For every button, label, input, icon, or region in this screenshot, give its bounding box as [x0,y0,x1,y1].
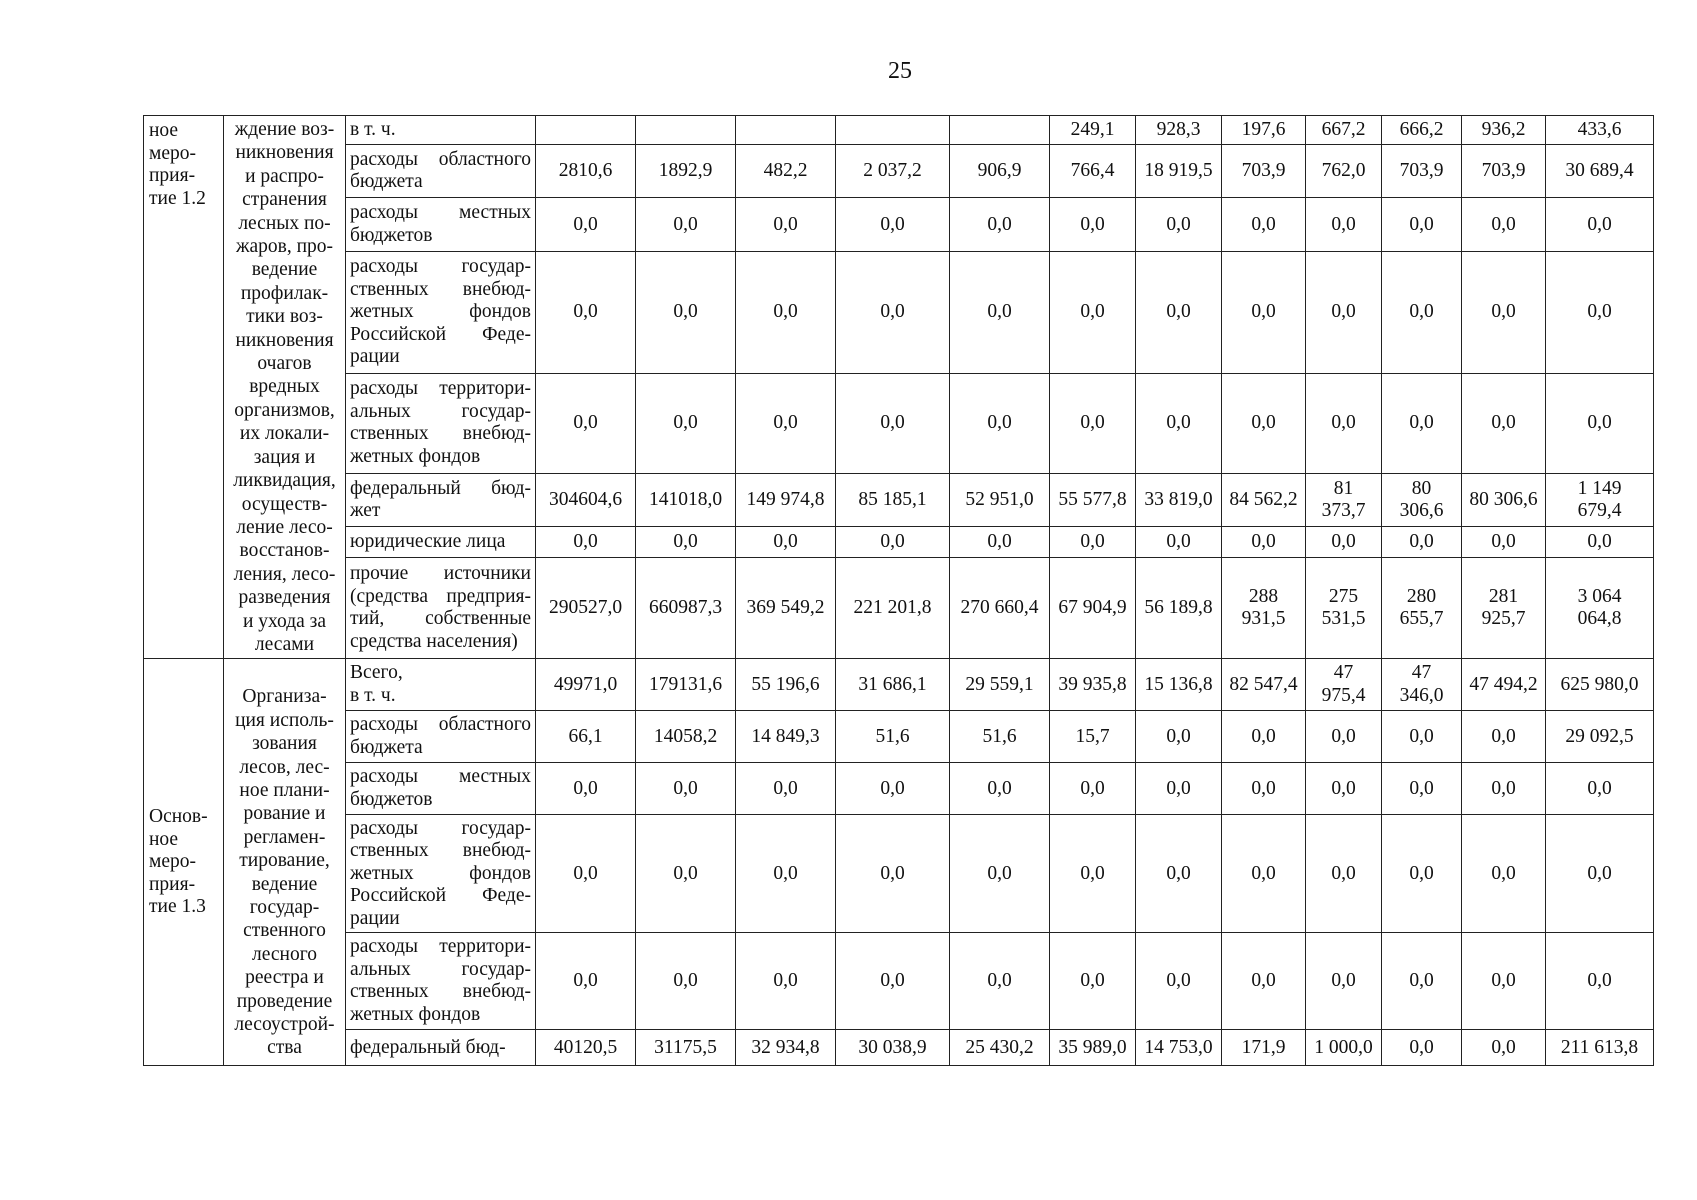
value-cell: 0,0 [950,527,1050,558]
value-cell: 25 430,2 [950,1030,1050,1066]
block1-event-label: ное меро- прия- тие 1.2 [144,116,224,659]
funding-source: федеральный бюд- [346,1030,536,1066]
block1-row [144,527,1654,558]
value-cell: 660987,3 [636,558,736,659]
value-cell: 1892,9 [636,144,736,198]
block1-row [144,252,1654,374]
value-cell: 0,0 [1462,933,1546,1030]
value-cell: 625 980,0 [1546,659,1654,711]
value-cell: 290527,0 [536,558,636,659]
value-cell: 0,0 [736,252,836,374]
block1-row [144,373,1654,473]
funding-source: прочие источники (средства предприя-тий, собственные средства населения) [346,558,536,659]
value-cell: 15 136,8 [1136,659,1222,711]
value-cell: 14 753,0 [1136,1030,1222,1066]
block1-row [144,473,1654,527]
value-cell: 56 189,8 [1136,558,1222,659]
funding-source: Всего, в т. ч. [346,659,536,711]
value-cell: 0,0 [1462,815,1546,933]
value-cell: 281 925,7 [1462,558,1546,659]
value-cell: 0,0 [536,373,636,473]
value-cell: 80 306,6 [1382,473,1462,527]
value-cell: 275 531,5 [1306,558,1382,659]
value-cell: 433,6 [1546,116,1654,145]
funding-source: расходы территори-альных государ-ственных внебюд-жетных фондов [346,933,536,1030]
value-cell: 0,0 [636,815,736,933]
value-cell: 221 201,8 [836,558,950,659]
value-cell: 51,6 [836,711,950,763]
value-cell: 0,0 [1462,1030,1546,1066]
block1-row [144,144,1654,198]
value-cell: 667,2 [1306,116,1382,145]
value-cell: 0,0 [950,252,1050,374]
funding-source: в т. ч. [346,116,536,145]
block1-row [144,558,1654,659]
value-cell: 0,0 [1462,252,1546,374]
value-cell: 0,0 [1382,933,1462,1030]
value-cell: 0,0 [1306,198,1382,252]
value-cell: 0,0 [1382,373,1462,473]
value-cell: 14 849,3 [736,711,836,763]
value-cell: 0,0 [1136,198,1222,252]
value-cell: 0,0 [1050,373,1136,473]
value-cell: 2 037,2 [836,144,950,198]
value-cell: 0,0 [1382,763,1462,815]
value-cell: 39 935,8 [1050,659,1136,711]
value-cell: 0,0 [836,373,950,473]
funding-source: федеральный бюд-жет [346,473,536,527]
value-cell: 55 577,8 [1050,473,1136,527]
value-cell: 0,0 [1222,252,1306,374]
value-cell: 0,0 [1222,373,1306,473]
value-cell: 0,0 [1050,252,1136,374]
value-cell: 0,0 [1136,815,1222,933]
value-cell: 141018,0 [636,473,736,527]
value-cell: 280 655,7 [1382,558,1462,659]
value-cell: 0,0 [1222,815,1306,933]
value-cell: 0,0 [1462,527,1546,558]
value-cell: 1 149 679,4 [1546,473,1654,527]
value-cell: 0,0 [536,815,636,933]
value-cell: 249,1 [1050,116,1136,145]
value-cell: 49971,0 [536,659,636,711]
value-cell: 0,0 [1136,763,1222,815]
value-cell: 30 038,9 [836,1030,950,1066]
value-cell: 666,2 [1382,116,1462,145]
value-cell: 0,0 [536,763,636,815]
value-cell: 0,0 [1306,815,1382,933]
value-cell: 0,0 [1546,763,1654,815]
value-cell: 0,0 [1462,711,1546,763]
value-cell: 1 000,0 [1306,1030,1382,1066]
value-cell: 51,6 [950,711,1050,763]
value-cell: 0,0 [1136,252,1222,374]
value-cell: 0,0 [836,763,950,815]
value-cell: 85 185,1 [836,473,950,527]
value-cell: 47 346,0 [1382,659,1462,711]
value-cell: 0,0 [1382,252,1462,374]
value-cell: 47 494,2 [1462,659,1546,711]
funding-source: расходы местных бюджетов [346,198,536,252]
value-cell [950,116,1050,145]
value-cell: 0,0 [636,933,736,1030]
value-cell: 0,0 [736,373,836,473]
value-cell: 0,0 [736,933,836,1030]
value-cell: 0,0 [1546,933,1654,1030]
block2-row [144,659,1654,711]
value-cell: 0,0 [836,815,950,933]
value-cell: 0,0 [1222,763,1306,815]
value-cell: 3 064 064,8 [1546,558,1654,659]
value-cell: 15,7 [1050,711,1136,763]
value-cell: 0,0 [836,527,950,558]
value-cell: 0,0 [536,198,636,252]
value-cell [836,116,950,145]
value-cell: 0,0 [1462,373,1546,473]
value-cell: 0,0 [1222,933,1306,1030]
funding-source: расходы областного бюджета [346,144,536,198]
value-cell: 0,0 [1136,527,1222,558]
value-cell: 18 919,5 [1136,144,1222,198]
value-cell: 0,0 [1546,198,1654,252]
value-cell: 0,0 [1050,527,1136,558]
value-cell: 14058,2 [636,711,736,763]
value-cell: 29 092,5 [1546,711,1654,763]
value-cell: 0,0 [1462,198,1546,252]
value-cell: 0,0 [1306,763,1382,815]
value-cell: 0,0 [636,198,736,252]
value-cell: 0,0 [1222,527,1306,558]
value-cell: 30 689,4 [1546,144,1654,198]
value-cell: 270 660,4 [950,558,1050,659]
value-cell: 0,0 [1136,373,1222,473]
value-cell: 0,0 [736,198,836,252]
value-cell: 703,9 [1462,144,1546,198]
value-cell: 288 931,5 [1222,558,1306,659]
block1-description: ждение воз- никновения и распро- странения лесных по- жаров, про- ведение профилак- тики воз- никновения очагов вредных организмов, их локали- зация и ликвидация, осуществ- ление лесо- восстанов- ления, лесо- разведения и ухода за лесами [224,116,346,659]
value-cell: 149 974,8 [736,473,836,527]
value-cell: 32 934,8 [736,1030,836,1066]
value-cell: 0,0 [636,252,736,374]
value-cell: 0,0 [1462,763,1546,815]
value-cell: 766,4 [1050,144,1136,198]
value-cell: 0,0 [950,815,1050,933]
page-number: 25 [888,58,912,84]
block2-row [144,711,1654,763]
value-cell: 0,0 [736,763,836,815]
value-cell: 29 559,1 [950,659,1050,711]
value-cell: 2810,6 [536,144,636,198]
value-cell: 0,0 [1546,373,1654,473]
value-cell: 906,9 [950,144,1050,198]
value-cell: 369 549,2 [736,558,836,659]
value-cell: 0,0 [736,527,836,558]
value-cell: 482,2 [736,144,836,198]
value-cell: 304604,6 [536,473,636,527]
value-cell: 0,0 [1222,198,1306,252]
value-cell: 0,0 [1546,527,1654,558]
value-cell [636,116,736,145]
value-cell: 0,0 [836,198,950,252]
value-cell: 703,9 [1222,144,1306,198]
value-cell: 0,0 [536,252,636,374]
value-cell: 0,0 [1546,815,1654,933]
block2-row [144,933,1654,1030]
budget-table [143,115,1654,1066]
value-cell: 0,0 [836,933,950,1030]
value-cell: 0,0 [1546,252,1654,374]
block1-row [144,198,1654,252]
value-cell: 0,0 [1382,198,1462,252]
value-cell: 55 196,6 [736,659,836,711]
value-cell: 47 975,4 [1306,659,1382,711]
funding-source: расходы территори-альных государ-ственных внебюд-жетных фондов [346,373,536,473]
value-cell: 0,0 [1050,763,1136,815]
value-cell: 67 904,9 [1050,558,1136,659]
value-cell: 0,0 [1382,527,1462,558]
funding-source: расходы государ-ственных внебюд-жетных фондов Российской Феде-рации [346,815,536,933]
value-cell: 0,0 [1306,373,1382,473]
value-cell: 0,0 [950,933,1050,1030]
value-cell: 33 819,0 [1136,473,1222,527]
block2-row [144,763,1654,815]
value-cell: 0,0 [1136,933,1222,1030]
value-cell: 0,0 [950,198,1050,252]
value-cell: 0,0 [536,933,636,1030]
funding-source: расходы местных бюджетов [346,763,536,815]
value-cell: 0,0 [1306,933,1382,1030]
value-cell: 0,0 [1050,933,1136,1030]
value-cell: 84 562,2 [1222,473,1306,527]
value-cell: 928,3 [1136,116,1222,145]
value-cell: 0,0 [1222,711,1306,763]
value-cell: 35 989,0 [1050,1030,1136,1066]
value-cell: 31175,5 [636,1030,736,1066]
value-cell: 936,2 [1462,116,1546,145]
value-cell: 0,0 [536,527,636,558]
value-cell: 40120,5 [536,1030,636,1066]
value-cell: 0,0 [1050,198,1136,252]
block2-description: Организа- ция исполь- зования лесов, лес- ное плани- рование и регламен- тирование, ведение государ- ственного лесного реестра и проведение лесоустрой- ства [224,659,346,1066]
value-cell: 0,0 [1306,527,1382,558]
value-cell: 81 373,7 [1306,473,1382,527]
value-cell: 52 951,0 [950,473,1050,527]
value-cell: 0,0 [1050,815,1136,933]
value-cell: 0,0 [950,373,1050,473]
value-cell: 82 547,4 [1222,659,1306,711]
value-cell: 0,0 [1382,711,1462,763]
block2-row [144,1030,1654,1066]
value-cell: 0,0 [1306,711,1382,763]
funding-source: расходы областного бюджета [346,711,536,763]
value-cell: 179131,6 [636,659,736,711]
block2-event-label: Основ- ное меро- прия- тие 1.3 [144,659,224,1066]
value-cell: 197,6 [1222,116,1306,145]
value-cell: 66,1 [536,711,636,763]
value-cell: 0,0 [736,815,836,933]
value-cell: 0,0 [636,527,736,558]
value-cell: 31 686,1 [836,659,950,711]
value-cell: 0,0 [636,763,736,815]
value-cell [536,116,636,145]
budget-table-body [144,116,1654,1066]
block2-row [144,815,1654,933]
value-cell [736,116,836,145]
value-cell: 171,9 [1222,1030,1306,1066]
value-cell: 0,0 [1136,711,1222,763]
value-cell: 762,0 [1306,144,1382,198]
value-cell: 0,0 [636,373,736,473]
value-cell: 0,0 [1382,815,1462,933]
value-cell: 0,0 [1382,1030,1462,1066]
value-cell: 211 613,8 [1546,1030,1654,1066]
value-cell: 703,9 [1382,144,1462,198]
value-cell: 0,0 [836,252,950,374]
value-cell: 80 306,6 [1462,473,1546,527]
value-cell: 0,0 [1306,252,1382,374]
value-cell: 0,0 [950,763,1050,815]
funding-source: расходы государ-ственных внебюд-жетных фондов Российской Феде-рации [346,252,536,374]
funding-source: юридические лица [346,527,536,558]
block1-row [144,116,1654,145]
